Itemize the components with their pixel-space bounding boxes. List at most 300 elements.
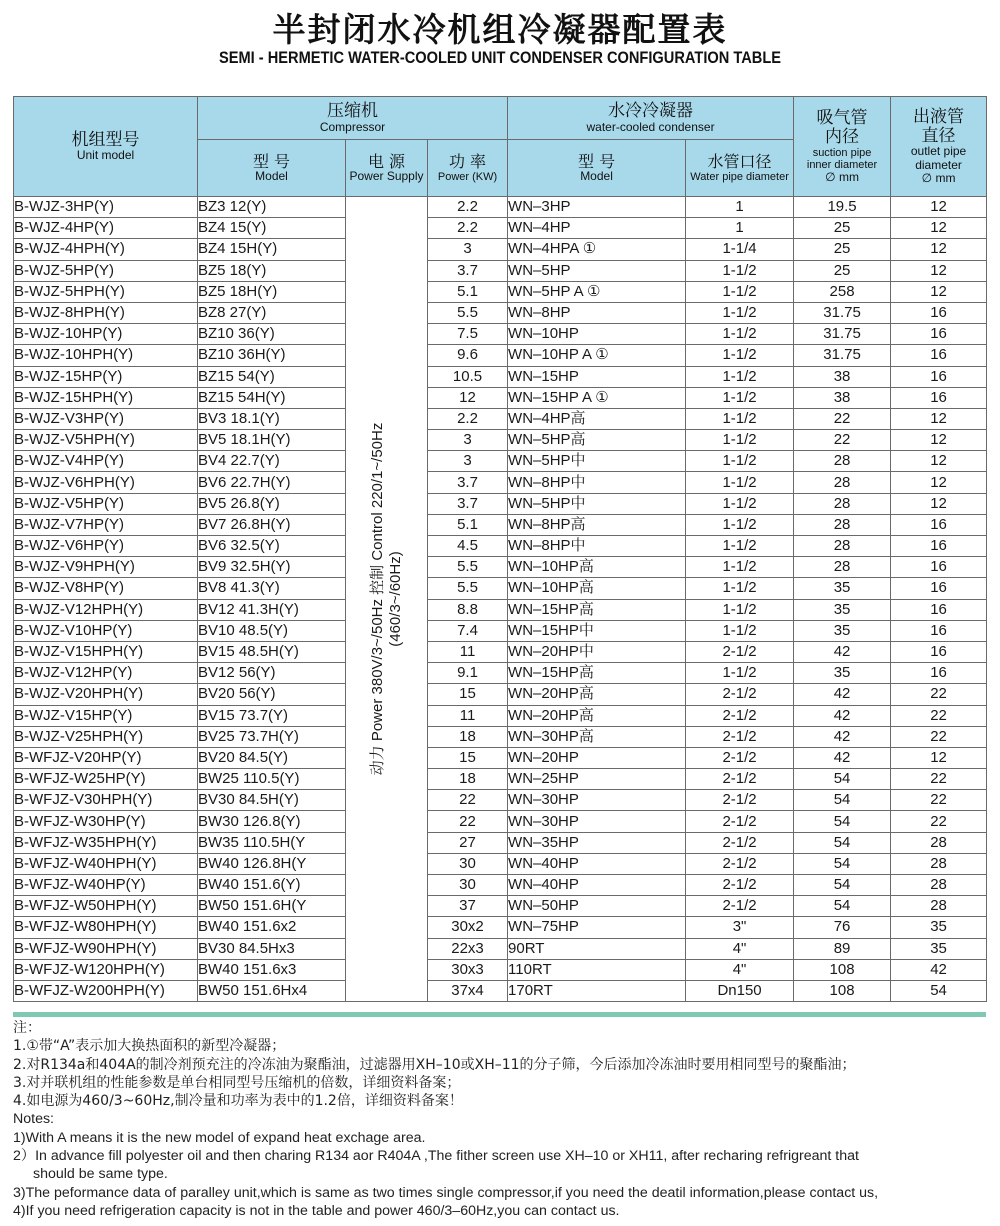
condenser-model-cell: WN–40HP (508, 875, 686, 896)
condenser-model-cell: WN–35HP (508, 832, 686, 853)
table-row (14, 832, 987, 853)
condenser-model-cell: WN–3HP (508, 197, 686, 218)
compressor-model-cell: BV9 32.5H(Y) (198, 557, 346, 578)
water-pipe-cell: 1-1/2 (686, 408, 794, 429)
suction-pipe-cell: 28 (794, 536, 891, 557)
table-row (14, 218, 987, 239)
condenser-model-cell: WN–4HP (508, 218, 686, 239)
power-cell: 2.2 (428, 218, 508, 239)
suction-pipe-cell: 54 (794, 769, 891, 790)
compressor-model-cell: BV12 56(Y) (198, 663, 346, 684)
power-cell: 37 (428, 896, 508, 917)
water-pipe-cell: 1-1/4 (686, 239, 794, 260)
table-row (14, 705, 987, 726)
power-cell: 5.5 (428, 302, 508, 323)
unit-model-cell: B-WFJZ-W40HP(Y) (14, 875, 198, 896)
table-row (14, 578, 987, 599)
condenser-model-cell: WN–15HP A ① (508, 387, 686, 408)
unit-model-cell: B-WJZ-10HPH(Y) (14, 345, 198, 366)
table-row (14, 917, 987, 938)
unit-model-cell: B-WFJZ-W35HPH(Y) (14, 832, 198, 853)
compressor-model-cell: BW30 126.8(Y) (198, 811, 346, 832)
condenser-model-cell: WN–8HP高 (508, 514, 686, 535)
suction-pipe-cell: 42 (794, 641, 891, 662)
outlet-pipe-cell: 42 (891, 959, 987, 980)
water-pipe-cell: 1 (686, 197, 794, 218)
outlet-pipe-cell: 16 (891, 514, 987, 535)
water-pipe-cell: 1-1/2 (686, 430, 794, 451)
notes-en-4: 4)If you need refrigeration capacity is not in the table and power 460/3–60Hz,you can contact us. (13, 1202, 620, 1219)
outlet-pipe-cell: 28 (891, 875, 987, 896)
condenser-model-cell: WN–30HP高 (508, 726, 686, 747)
power-cell: 22 (428, 790, 508, 811)
compressor-model-cell: BW40 151.6(Y) (198, 875, 346, 896)
condenser-model-cell: WN–40HP (508, 853, 686, 874)
compressor-model-cell: BZ3 12(Y) (198, 197, 346, 218)
unit-model-cell: B-WJZ-V15HPH(Y) (14, 641, 198, 662)
outlet-pipe-cell: 16 (891, 302, 987, 323)
compressor-model-cell: BZ4 15H(Y) (198, 239, 346, 260)
compressor-model-cell: BV3 18.1(Y) (198, 408, 346, 429)
table-row (14, 684, 987, 705)
unit-model-cell: B-WFJZ-W200HPH(Y) (14, 980, 198, 1001)
header-compressor: 压缩机 Compressor (198, 97, 508, 140)
suction-pipe-cell: 25 (794, 260, 891, 281)
unit-model-cell: B-WJZ-V6HPH(Y) (14, 472, 198, 493)
power-cell: 7.4 (428, 620, 508, 641)
compressor-model-cell: BZ5 18(Y) (198, 260, 346, 281)
table-row (14, 980, 987, 1001)
compressor-model-cell: BW25 110.5(Y) (198, 769, 346, 790)
power-cell: 30 (428, 875, 508, 896)
water-pipe-cell: 1-1/2 (686, 260, 794, 281)
water-pipe-cell: 2-1/2 (686, 875, 794, 896)
power-supply-line2: (460/3~/60Hz) (386, 551, 404, 647)
water-pipe-cell: 2-1/2 (686, 747, 794, 768)
compressor-model-cell: BV12 41.3H(Y) (198, 599, 346, 620)
configuration-table (13, 96, 987, 1002)
unit-model-cell: B-WJZ-4HPH(Y) (14, 239, 198, 260)
compressor-model-cell: BZ10 36H(Y) (198, 345, 346, 366)
water-pipe-cell: 2-1/2 (686, 790, 794, 811)
compressor-model-cell: BZ8 27(Y) (198, 302, 346, 323)
outlet-pipe-cell: 35 (891, 917, 987, 938)
compressor-model-cell: BW50 151.6H(Y (198, 896, 346, 917)
water-pipe-cell: 1-1/2 (686, 366, 794, 387)
condenser-model-cell: WN–10HP高 (508, 557, 686, 578)
power-supply-line1: 动力 Power 380V/3~/50Hz 控制 Control 220/1~/50Hz (368, 422, 386, 776)
condenser-model-cell: WN–10HP A ① (508, 345, 686, 366)
outlet-pipe-cell: 16 (891, 557, 987, 578)
condenser-model-cell: WN–5HP高 (508, 430, 686, 451)
condenser-model-cell: WN–5HP中 (508, 451, 686, 472)
compressor-model-cell: BW40 151.6x3 (198, 959, 346, 980)
suction-pipe-cell: 28 (794, 557, 891, 578)
notes-cn-title: 注： (13, 1020, 41, 1036)
water-pipe-cell: 2-1/2 (686, 726, 794, 747)
notes-cn-2: 2.对R134a和404A的制冷剂预充注的冷冻油为聚酯油，过滤器用XH–10或XH–11的分子筛，今后添加冷冻油时要用相同型号的聚酯油； (13, 1056, 856, 1073)
power-cell: 37x4 (428, 980, 508, 1001)
condenser-model-cell: WN–8HP中 (508, 472, 686, 493)
condenser-model-cell: WN–4HPA ① (508, 239, 686, 260)
divider-line (13, 1012, 986, 1017)
suction-pipe-cell: 28 (794, 514, 891, 535)
table-row (14, 938, 987, 959)
outlet-pipe-cell: 12 (891, 493, 987, 514)
unit-model-cell: B-WFJZ-W90HPH(Y) (14, 938, 198, 959)
outlet-pipe-cell: 12 (891, 451, 987, 472)
suction-pipe-cell: 28 (794, 451, 891, 472)
condenser-model-cell: WN–8HP中 (508, 536, 686, 557)
power-cell: 3.7 (428, 260, 508, 281)
header-compressor-model: 型 号 Model (198, 140, 346, 197)
power-cell: 2.2 (428, 197, 508, 218)
condenser-model-cell: WN–5HP A ① (508, 281, 686, 302)
power-cell: 5.5 (428, 557, 508, 578)
power-cell: 3 (428, 430, 508, 451)
compressor-model-cell: BV8 41.3(Y) (198, 578, 346, 599)
table-row (14, 260, 987, 281)
water-pipe-cell: 2-1/2 (686, 811, 794, 832)
suction-pipe-cell: 108 (794, 959, 891, 980)
unit-model-cell: B-WJZ-V4HP(Y) (14, 451, 198, 472)
compressor-model-cell: BV15 48.5H(Y) (198, 641, 346, 662)
table-row (14, 599, 987, 620)
water-pipe-cell: 4" (686, 938, 794, 959)
table-row (14, 896, 987, 917)
unit-model-cell: B-WJZ-10HP(Y) (14, 324, 198, 345)
outlet-pipe-cell: 16 (891, 536, 987, 557)
suction-pipe-cell: 54 (794, 832, 891, 853)
suction-pipe-cell: 54 (794, 896, 891, 917)
condenser-model-cell: WN–75HP (508, 917, 686, 938)
header-row-top (14, 97, 987, 140)
suction-pipe-cell: 42 (794, 684, 891, 705)
unit-model-cell: B-WJZ-V9HPH(Y) (14, 557, 198, 578)
notes-cn-3: 3.对并联机组的性能参数是单台相同型号压缩机的倍数，详细资料备案； (13, 1074, 461, 1091)
unit-model-cell: B-WJZ-V20HPH(Y) (14, 684, 198, 705)
outlet-pipe-cell: 54 (891, 980, 987, 1001)
notes-cn-1: 1.①带“A”表示加大换热面积的新型冷凝器； (13, 1038, 286, 1055)
power-cell: 7.5 (428, 324, 508, 345)
unit-model-cell: B-WFJZ-V30HPH(Y) (14, 790, 198, 811)
water-pipe-cell: 2-1/2 (686, 641, 794, 662)
outlet-pipe-cell: 22 (891, 705, 987, 726)
condenser-model-cell: WN–20HP中 (508, 641, 686, 662)
unit-model-cell: B-WFJZ-W50HPH(Y) (14, 896, 198, 917)
outlet-pipe-cell: 12 (891, 408, 987, 429)
condenser-model-cell: WN–15HP高 (508, 599, 686, 620)
power-cell: 15 (428, 684, 508, 705)
power-cell: 5.1 (428, 514, 508, 535)
condenser-model-cell: WN–15HP中 (508, 620, 686, 641)
table-row (14, 747, 987, 768)
compressor-model-cell: BV5 26.8(Y) (198, 493, 346, 514)
power-supply-cell (346, 197, 428, 1002)
suction-pipe-cell: 31.75 (794, 345, 891, 366)
unit-model-cell: B-WJZ-V15HP(Y) (14, 705, 198, 726)
unit-model-cell: B-WJZ-V12HP(Y) (14, 663, 198, 684)
water-pipe-cell: 2-1/2 (686, 853, 794, 874)
header-unit-model: 机组型号 Unit model (14, 97, 198, 197)
compressor-model-cell: BW35 110.5H(Y (198, 832, 346, 853)
compressor-model-cell: BZ15 54(Y) (198, 366, 346, 387)
compressor-model-cell: BZ5 18H(Y) (198, 281, 346, 302)
header-condenser: 水冷冷凝器 water-cooled condenser (508, 97, 794, 140)
water-pipe-cell: 2-1/2 (686, 684, 794, 705)
notes-en-title: Notes: (13, 1111, 55, 1128)
table-row (14, 514, 987, 535)
suction-pipe-cell: 22 (794, 430, 891, 451)
unit-model-cell: B-WJZ-V6HP(Y) (14, 536, 198, 557)
header-power-supply: 电 源 Power Supply (346, 140, 428, 197)
table-row (14, 366, 987, 387)
power-cell: 10.5 (428, 366, 508, 387)
power-cell: 12 (428, 387, 508, 408)
title-chinese: 半封闭水冷机组冷凝器配置表 (272, 10, 728, 49)
water-pipe-cell: 1-1/2 (686, 493, 794, 514)
compressor-model-cell: BW40 151.6x2 (198, 917, 346, 938)
outlet-pipe-cell: 35 (891, 938, 987, 959)
notes-en-2a: 2）In advance fill polyester oil and then charing R134 aor R404A ,The fither screen use XH–10 or XH11, after recharing refrigreant that (13, 1148, 859, 1165)
water-pipe-cell: 1-1/2 (686, 281, 794, 302)
outlet-pipe-cell: 16 (891, 620, 987, 641)
water-pipe-cell: 1-1/2 (686, 472, 794, 493)
outlet-pipe-cell: 12 (891, 430, 987, 451)
table-row (14, 472, 987, 493)
power-cell: 18 (428, 769, 508, 790)
unit-model-cell: B-WFJZ-W25HP(Y) (14, 769, 198, 790)
water-pipe-cell: 1-1/2 (686, 514, 794, 535)
condenser-model-cell: 170RT (508, 980, 686, 1001)
suction-pipe-cell: 54 (794, 875, 891, 896)
power-cell: 3 (428, 451, 508, 472)
suction-pipe-cell: 35 (794, 620, 891, 641)
unit-model-cell: B-WJZ-V3HP(Y) (14, 408, 198, 429)
compressor-model-cell: BV7 26.8H(Y) (198, 514, 346, 535)
outlet-pipe-cell: 16 (891, 387, 987, 408)
condenser-model-cell: WN–20HP高 (508, 705, 686, 726)
table-row (14, 302, 987, 323)
table-row (14, 557, 987, 578)
outlet-pipe-cell: 16 (891, 641, 987, 662)
unit-model-cell: B-WJZ-V8HP(Y) (14, 578, 198, 599)
unit-model-cell: B-WJZ-4HP(Y) (14, 218, 198, 239)
unit-model-cell: B-WFJZ-W30HP(Y) (14, 811, 198, 832)
compressor-model-cell: BV30 84.5H(Y) (198, 790, 346, 811)
water-pipe-cell: 1-1/2 (686, 663, 794, 684)
condenser-model-cell: WN–5HP中 (508, 493, 686, 514)
power-cell: 15 (428, 747, 508, 768)
suction-pipe-cell: 31.75 (794, 324, 891, 345)
table-row (14, 790, 987, 811)
compressor-model-cell: BV15 73.7(Y) (198, 705, 346, 726)
power-cell: 18 (428, 726, 508, 747)
power-cell: 30x3 (428, 959, 508, 980)
unit-model-cell: B-WJZ-3HP(Y) (14, 197, 198, 218)
notes-en-1: 1)With A means it is the new model of expand heat exchage area. (13, 1129, 426, 1146)
outlet-pipe-cell: 16 (891, 324, 987, 345)
notes-en-3: 3)The peformance data of paralley unit,which is same as two times single compressor,if you need the deatil information,please contact us, (13, 1184, 879, 1201)
water-pipe-cell: 1-1/2 (686, 557, 794, 578)
outlet-pipe-cell: 12 (891, 472, 987, 493)
water-pipe-cell: 2-1/2 (686, 832, 794, 853)
unit-model-cell: B-WJZ-8HPH(Y) (14, 302, 198, 323)
header-power: 功 率 Power (KW) (428, 140, 508, 197)
table-row (14, 959, 987, 980)
compressor-model-cell: BV25 73.7H(Y) (198, 726, 346, 747)
water-pipe-cell: 2-1/2 (686, 896, 794, 917)
table-row (14, 536, 987, 557)
outlet-pipe-cell: 22 (891, 769, 987, 790)
condenser-model-cell: 90RT (508, 938, 686, 959)
header-water-pipe: 水管口径 Water pipe diameter (686, 140, 794, 197)
unit-model-cell: B-WJZ-V5HPH(Y) (14, 430, 198, 451)
outlet-pipe-cell: 12 (891, 260, 987, 281)
table-row (14, 324, 987, 345)
compressor-model-cell: BV6 32.5(Y) (198, 536, 346, 557)
suction-pipe-cell: 25 (794, 239, 891, 260)
outlet-pipe-cell: 12 (891, 197, 987, 218)
title-english: SEMI - HERMETIC WATER-COOLED UNIT CONDENSER CONFIGURATION TABLE (218, 48, 782, 67)
compressor-model-cell: BZ4 15(Y) (198, 218, 346, 239)
outlet-pipe-cell: 16 (891, 366, 987, 387)
table-row (14, 663, 987, 684)
water-pipe-cell: 1-1/2 (686, 324, 794, 345)
compressor-model-cell: BZ10 36(Y) (198, 324, 346, 345)
power-cell: 22 (428, 811, 508, 832)
water-pipe-cell: 1-1/2 (686, 387, 794, 408)
suction-pipe-cell: 258 (794, 281, 891, 302)
outlet-pipe-cell: 28 (891, 832, 987, 853)
compressor-model-cell: BV20 84.5(Y) (198, 747, 346, 768)
suction-pipe-cell: 38 (794, 366, 891, 387)
power-cell: 9.6 (428, 345, 508, 366)
unit-model-cell: B-WJZ-V7HP(Y) (14, 514, 198, 535)
suction-pipe-cell: 25 (794, 218, 891, 239)
table-row (14, 853, 987, 874)
table-row (14, 641, 987, 662)
water-pipe-cell: 1-1/2 (686, 345, 794, 366)
compressor-model-cell: BV5 18.1H(Y) (198, 430, 346, 451)
compressor-model-cell: BV30 84.5Hx3 (198, 938, 346, 959)
water-pipe-cell: 1-1/2 (686, 599, 794, 620)
suction-pipe-cell: 22 (794, 408, 891, 429)
suction-pipe-cell: 76 (794, 917, 891, 938)
power-cell: 4.5 (428, 536, 508, 557)
power-cell: 30 (428, 853, 508, 874)
outlet-pipe-cell: 22 (891, 684, 987, 705)
suction-pipe-cell: 42 (794, 726, 891, 747)
condenser-model-cell: WN–20HP高 (508, 684, 686, 705)
water-pipe-cell: Dn150 (686, 980, 794, 1001)
outlet-pipe-cell: 22 (891, 726, 987, 747)
compressor-model-cell: BW40 126.8H(Y (198, 853, 346, 874)
power-cell: 27 (428, 832, 508, 853)
power-cell: 9.1 (428, 663, 508, 684)
compressor-model-cell: BV6 22.7H(Y) (198, 472, 346, 493)
table-row (14, 451, 987, 472)
power-cell: 2.2 (428, 408, 508, 429)
unit-model-cell: B-WFJZ-V20HP(Y) (14, 747, 198, 768)
water-pipe-cell: 3" (686, 917, 794, 938)
power-cell: 22x3 (428, 938, 508, 959)
suction-pipe-cell: 31.75 (794, 302, 891, 323)
power-cell: 5.5 (428, 578, 508, 599)
table-row (14, 430, 987, 451)
power-cell: 11 (428, 705, 508, 726)
power-cell: 3.7 (428, 472, 508, 493)
suction-pipe-cell: 19.5 (794, 197, 891, 218)
condenser-model-cell: WN–20HP (508, 747, 686, 768)
suction-pipe-cell: 28 (794, 493, 891, 514)
unit-model-cell: B-WJZ-5HPH(Y) (14, 281, 198, 302)
outlet-pipe-cell: 28 (891, 896, 987, 917)
table-row (14, 197, 987, 218)
compressor-model-cell: BV4 22.7(Y) (198, 451, 346, 472)
suction-pipe-cell: 108 (794, 980, 891, 1001)
unit-model-cell: B-WJZ-15HPH(Y) (14, 387, 198, 408)
water-pipe-cell: 1-1/2 (686, 536, 794, 557)
condenser-model-cell: WN–5HP (508, 260, 686, 281)
notes-section (13, 1019, 993, 1220)
condenser-model-cell: WN–8HP (508, 302, 686, 323)
unit-model-cell: B-WJZ-V12HPH(Y) (14, 599, 198, 620)
table-row (14, 345, 987, 366)
suction-pipe-cell: 28 (794, 472, 891, 493)
header-condenser-model: 型 号 Model (508, 140, 686, 197)
condenser-model-cell: WN–30HP (508, 790, 686, 811)
outlet-pipe-cell: 28 (891, 853, 987, 874)
condenser-model-cell: 110RT (508, 959, 686, 980)
water-pipe-cell: 1-1/2 (686, 451, 794, 472)
notes-cn-4: 4.如电源为460/3~60Hz,制冷量和功率为表中的1.2倍，详细资料备案！ (13, 1093, 463, 1110)
condenser-model-cell: WN–4HP高 (508, 408, 686, 429)
outlet-pipe-cell: 22 (891, 790, 987, 811)
unit-model-cell: B-WJZ-15HP(Y) (14, 366, 198, 387)
unit-model-cell: B-WJZ-5HP(Y) (14, 260, 198, 281)
outlet-pipe-cell: 16 (891, 599, 987, 620)
compressor-model-cell: BV10 48.5(Y) (198, 620, 346, 641)
power-supply-text (369, 423, 405, 776)
table-row (14, 726, 987, 747)
unit-model-cell: B-WFJZ-W120HPH(Y) (14, 959, 198, 980)
power-cell: 11 (428, 641, 508, 662)
table-row (14, 875, 987, 896)
suction-pipe-cell: 89 (794, 938, 891, 959)
outlet-pipe-cell: 12 (891, 239, 987, 260)
power-cell: 5.1 (428, 281, 508, 302)
table-row (14, 493, 987, 514)
table-row (14, 408, 987, 429)
suction-pipe-cell: 42 (794, 747, 891, 768)
outlet-pipe-cell: 12 (891, 747, 987, 768)
power-cell: 8.8 (428, 599, 508, 620)
suction-pipe-cell: 35 (794, 578, 891, 599)
condenser-model-cell: WN–15HP (508, 366, 686, 387)
suction-pipe-cell: 54 (794, 853, 891, 874)
header-outlet-pipe: 出液管 直径 outlet pipe diameter ∅ mm (891, 97, 987, 197)
water-pipe-cell: 4" (686, 959, 794, 980)
water-pipe-cell: 1-1/2 (686, 578, 794, 599)
outlet-pipe-cell: 16 (891, 663, 987, 684)
outlet-pipe-cell: 12 (891, 281, 987, 302)
header-suction-pipe: 吸气管 内径 suction pipe inner diameter ∅ mm (794, 97, 891, 197)
power-cell: 3 (428, 239, 508, 260)
condenser-model-cell: WN–30HP (508, 811, 686, 832)
table-row (14, 239, 987, 260)
condenser-model-cell: WN–50HP (508, 896, 686, 917)
